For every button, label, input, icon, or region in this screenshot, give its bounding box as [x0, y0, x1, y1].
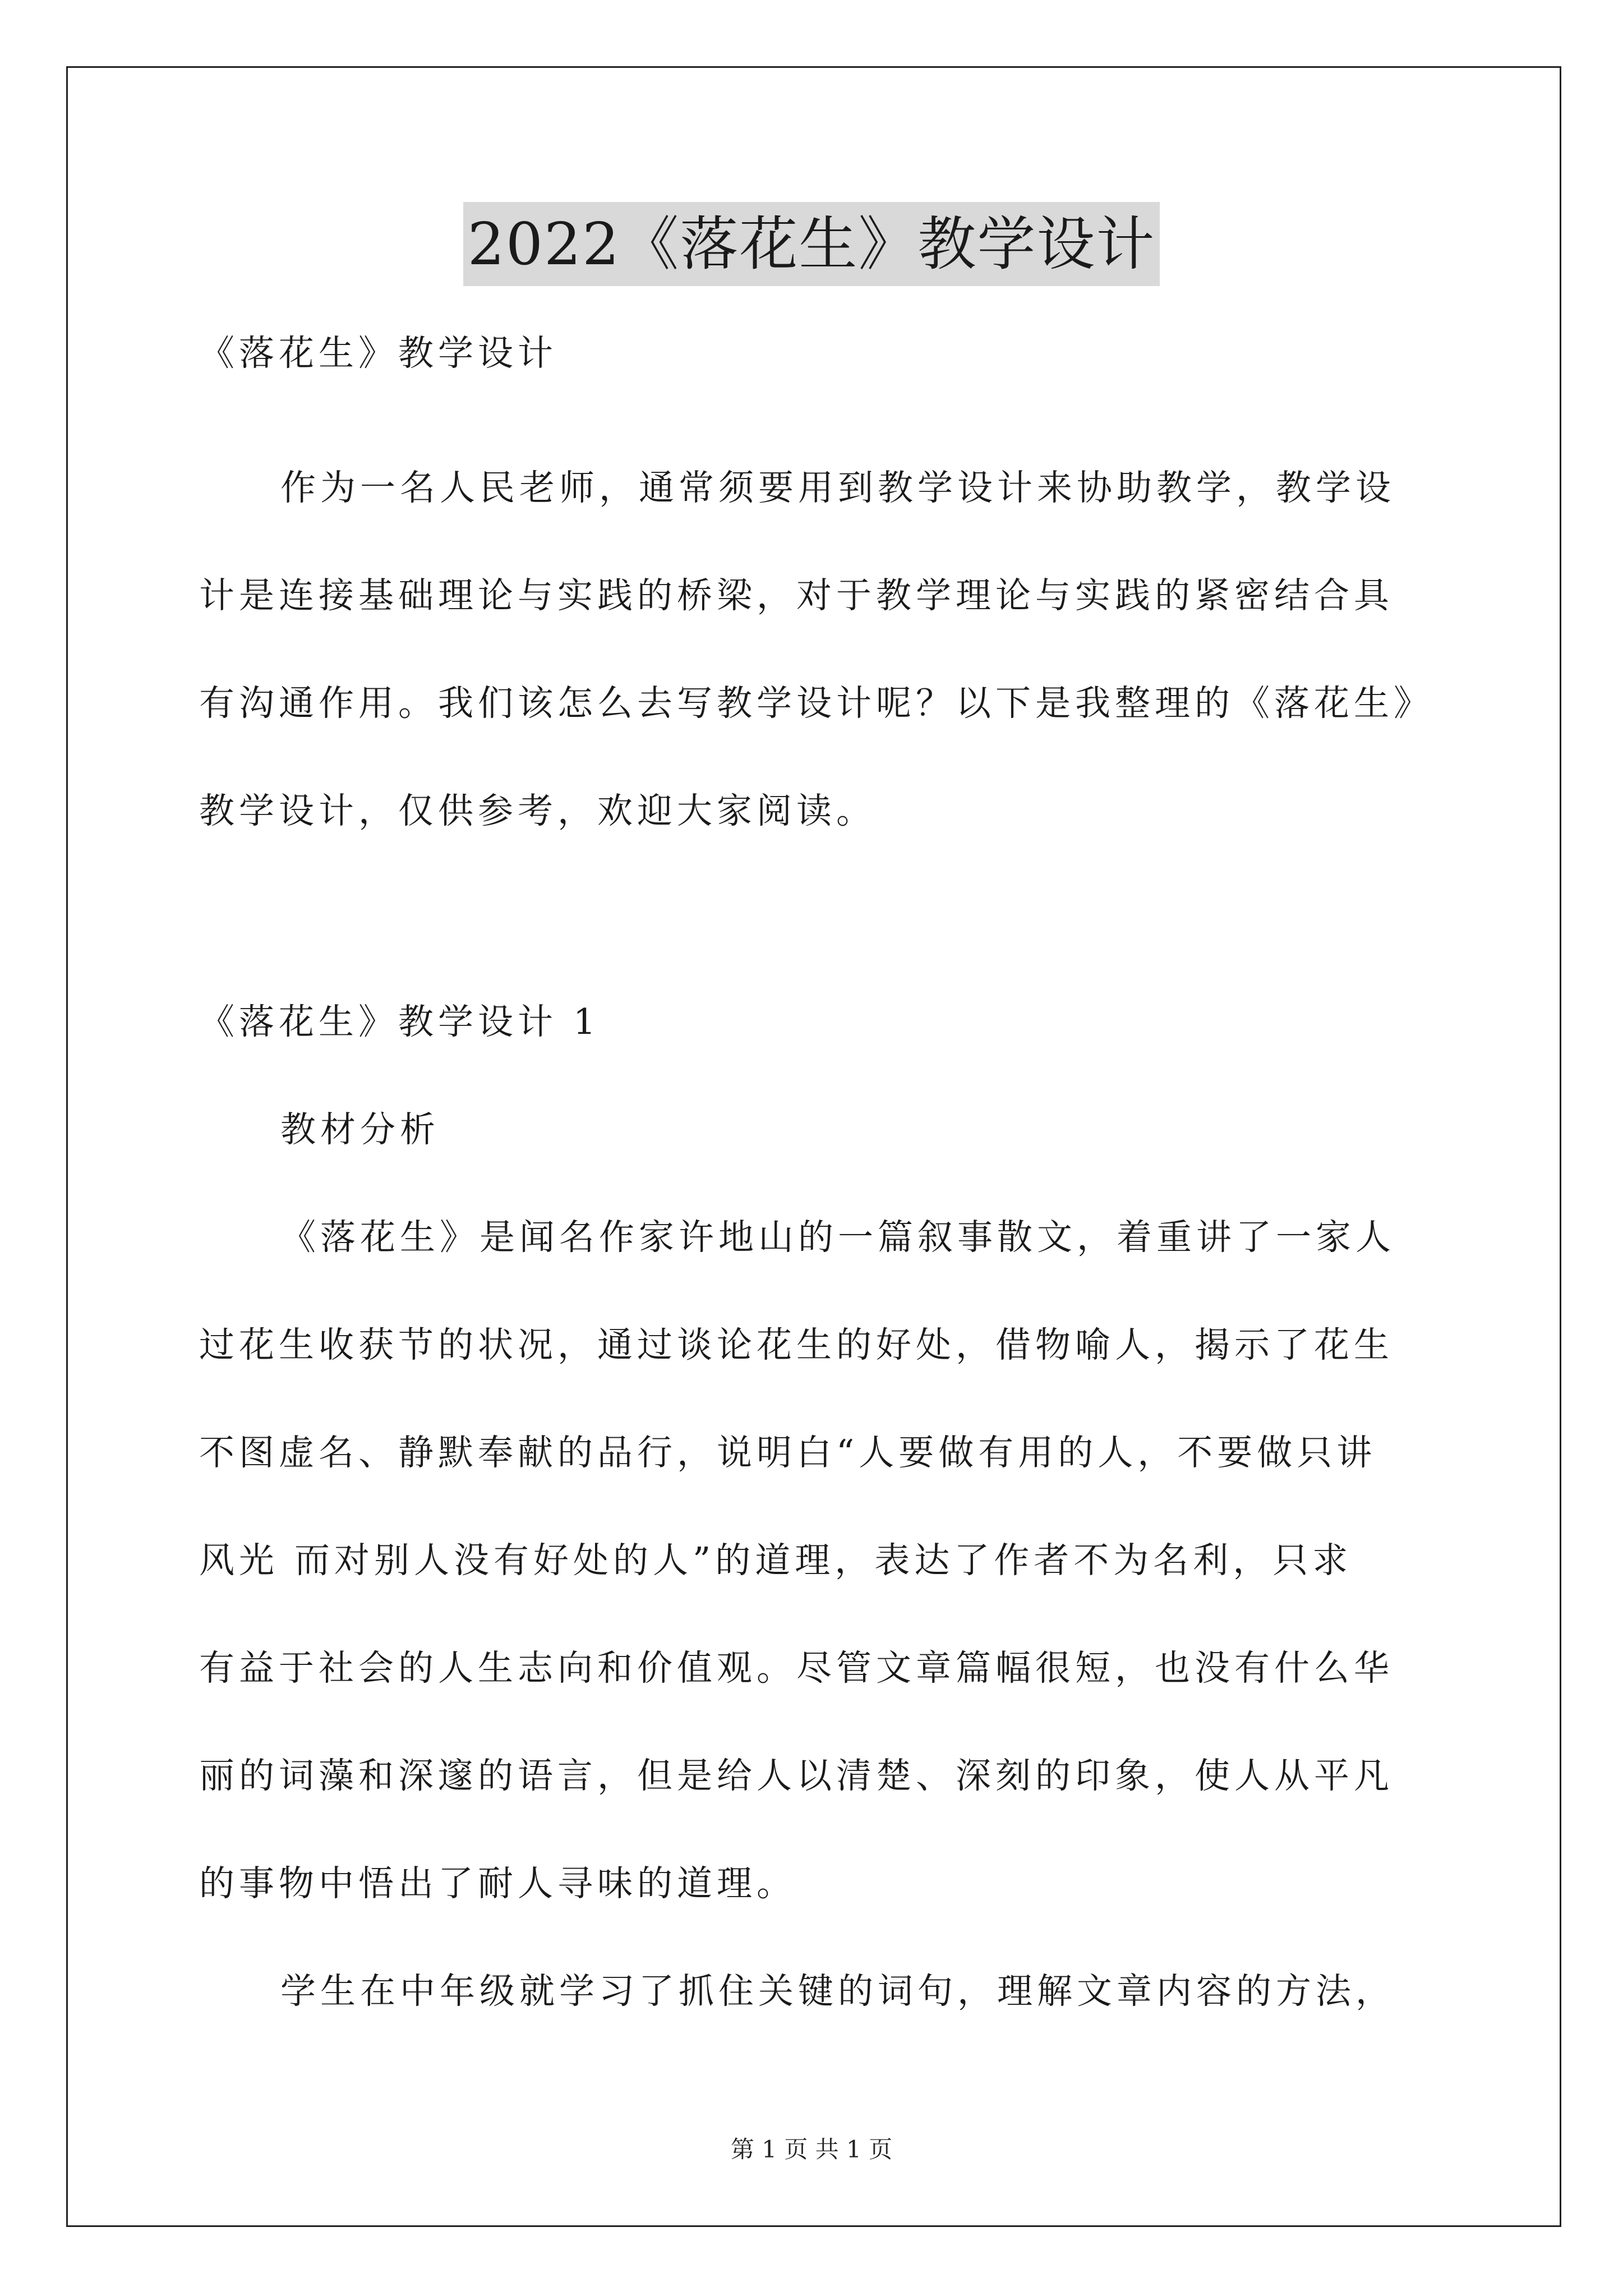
student-paragraph-line: 学生在中年级就学习了抓住关键的词句，理解文章内容的方法， [280, 1971, 1395, 2012]
intro-paragraph-line: 教学设计，仅供参考，欢迎大家阅读。 [199, 790, 876, 831]
document-title-text: 2022《落花生》教学设计 [463, 202, 1160, 286]
analysis-paragraph-line: 丽的词藻和深邃的语言，但是给人以清楚、深刻的印象，使人从平凡 [199, 1755, 1394, 1796]
analysis-paragraph-line: 过花生收获节的状况，通过谈论花生的好处，借物喻人，揭示了花生 [199, 1324, 1394, 1365]
intro-paragraph-line: 作为一名人民老师，通常须要用到教学设计来协助教学，教学设 [280, 467, 1395, 508]
page-footer: 第 1 页 共 1 页 [730, 2136, 893, 2163]
intro-paragraph-line: 计是连接基础理论与实践的桥梁，对于教学理论与实践的紧密结合具 [199, 575, 1394, 616]
intro-paragraph-line: 有沟通作用。我们该怎么去写教学设计呢？以下是我整理的《落花生》 [199, 683, 1433, 724]
analysis-paragraph-line: 风光 而对别人没有好处的人”的道理，表达了作者不为名利，只求 [199, 1540, 1353, 1581]
analysis-paragraph-line: 有益于社会的人生志向和价值观。尽管文章篇幅很短，也没有什么华 [199, 1648, 1394, 1688]
subtitle: 《落花生》教学设计 [199, 333, 557, 374]
section-heading: 《落花生》教学设计 1 [199, 1001, 601, 1042]
analysis-paragraph-line: 不图虚名、静默奉献的品行，说明白“人要做有用的人，不要做只讲 [199, 1432, 1377, 1473]
subsection-heading: 教材分析 [280, 1109, 440, 1150]
analysis-paragraph-line: 《落花生》是闻名作家许地山的一篇叙事散文，着重讲了一家人 [280, 1217, 1395, 1258]
analysis-paragraph-line: 的事物中悟出了耐人寻味的道理。 [199, 1863, 796, 1904]
document-title [0, 202, 1623, 286]
